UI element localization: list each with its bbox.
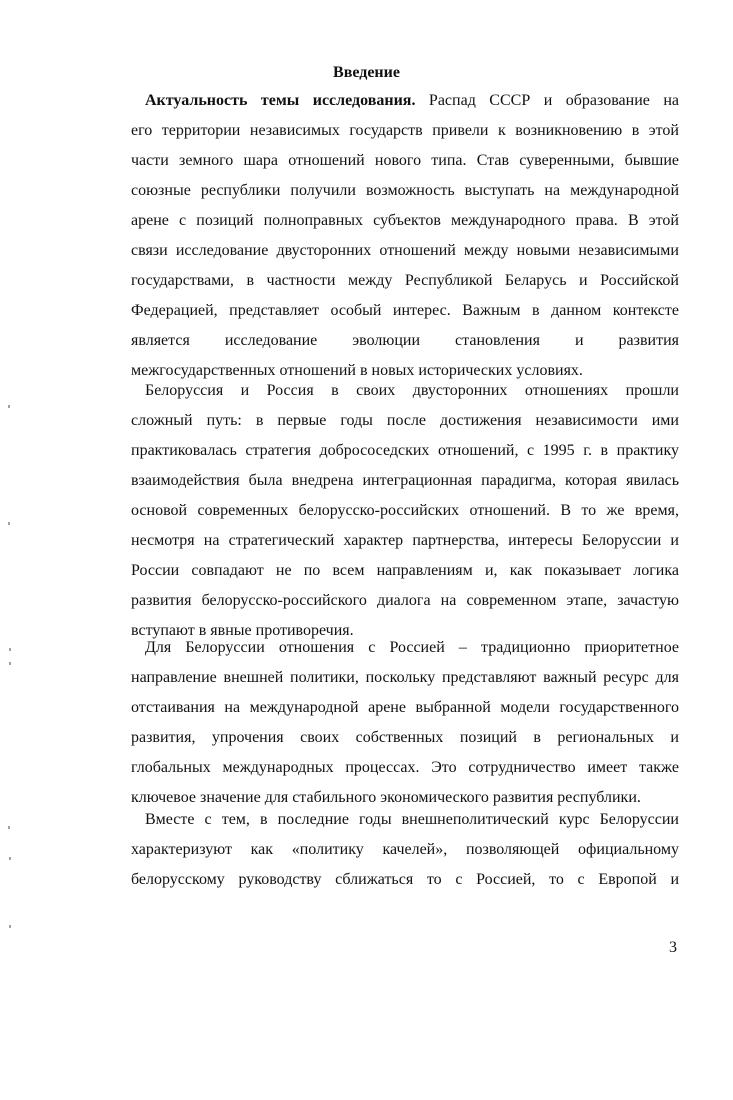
paragraph-line: России совпадают не по всем направлениям и, как показывает логика	[131, 562, 679, 579]
paragraph-1	[131, 86, 679, 386]
paragraph-line: взаимодействия была внедрена интеграционная парадигма, которая явилась	[131, 472, 679, 489]
paragraph-line: Вместе с тем, в последние годы внешнеполитический курс Белоруссии	[145, 811, 679, 828]
paragraph-4	[131, 805, 679, 895]
paragraph-line: характеризуют как «политику качелей», позволяющей официальному	[131, 841, 679, 858]
paragraph-line: глобальных международных процессах. Это сотрудничество имеет также	[131, 759, 679, 776]
paragraph-line: несмотря на стратегический характер партнерства, интересы Белоруссии и	[131, 532, 679, 549]
paragraph-line: государствами, в частности между Республикой Беларусь и Российской	[131, 272, 679, 289]
paragraph-line: части земного шара отношений нового типа. Став суверенными, бывшие	[131, 152, 679, 169]
paragraph-line: вступают в явные противоречия.	[131, 622, 354, 639]
scan-speck	[8, 826, 10, 829]
paragraph-line: союзные республики получили возможность выступать на международной	[131, 182, 679, 199]
paragraph-line: направление внешней политики, поскольку представляют важный ресурс для	[131, 669, 679, 686]
paragraph-line: Для Белоруссии отношения с Россией – традиционно приоритетное	[145, 639, 679, 656]
paragraph-2	[131, 376, 679, 646]
page-number: 3	[669, 939, 677, 956]
paragraph-line: отстаивания на международной арене выбранной модели государственного	[131, 699, 679, 716]
scan-speck	[9, 925, 11, 928]
paragraph-line: Федерацией, представляет особый интерес. Важным в данном контексте	[131, 302, 679, 319]
paragraph-text: Распад СССР и образование на	[415, 92, 680, 109]
paragraph-line: является исследование эволюции становления и развития	[131, 332, 679, 349]
paragraph-line: арене с позиций полноправных субъектов международного права. В этой	[131, 212, 679, 229]
paragraph-line: основой современных белорусско-российских отношений. В то же время,	[131, 502, 679, 519]
paragraph-line: практиковалась стратегия добрососедских отношений, с 1995 г. в практику	[131, 442, 679, 459]
paragraph-line: развития белорусско-российского диалога на современном этапе, зачастую	[131, 592, 679, 609]
paragraph-line: сложный путь: в первые годы после достижения независимости ими	[131, 412, 679, 429]
paragraph-line: Белоруссия и Россия в своих двусторонних отношениях прошли	[145, 382, 679, 399]
paragraph-line	[131, 86, 679, 116]
scan-speck	[9, 648, 11, 651]
paragraph-line: белорусскому руководству сближаться то с Россией, то с Европой и	[131, 871, 679, 888]
paragraph-lead: Актуальность темы исследования.	[145, 92, 416, 109]
paragraph-3	[131, 633, 679, 813]
scan-speck	[9, 857, 11, 860]
scan-speck	[8, 405, 10, 408]
paragraph-line: ключевое значение для стабильного экономического развития республики.	[131, 789, 641, 806]
paragraph-line: его территории независимых государств привели к возникновению в этой	[131, 122, 679, 139]
scan-speck	[9, 662, 11, 665]
paragraph-line: связи исследование двусторонних отношений между новыми независимыми	[131, 242, 679, 259]
paragraph-line: развития, упрочения своих собственных позиций в региональных и	[131, 729, 679, 746]
paragraph-line: межгосударственных отношений в новых исторических условиях.	[131, 362, 583, 379]
page-title: Введение	[333, 64, 400, 81]
scan-speck	[8, 522, 10, 525]
